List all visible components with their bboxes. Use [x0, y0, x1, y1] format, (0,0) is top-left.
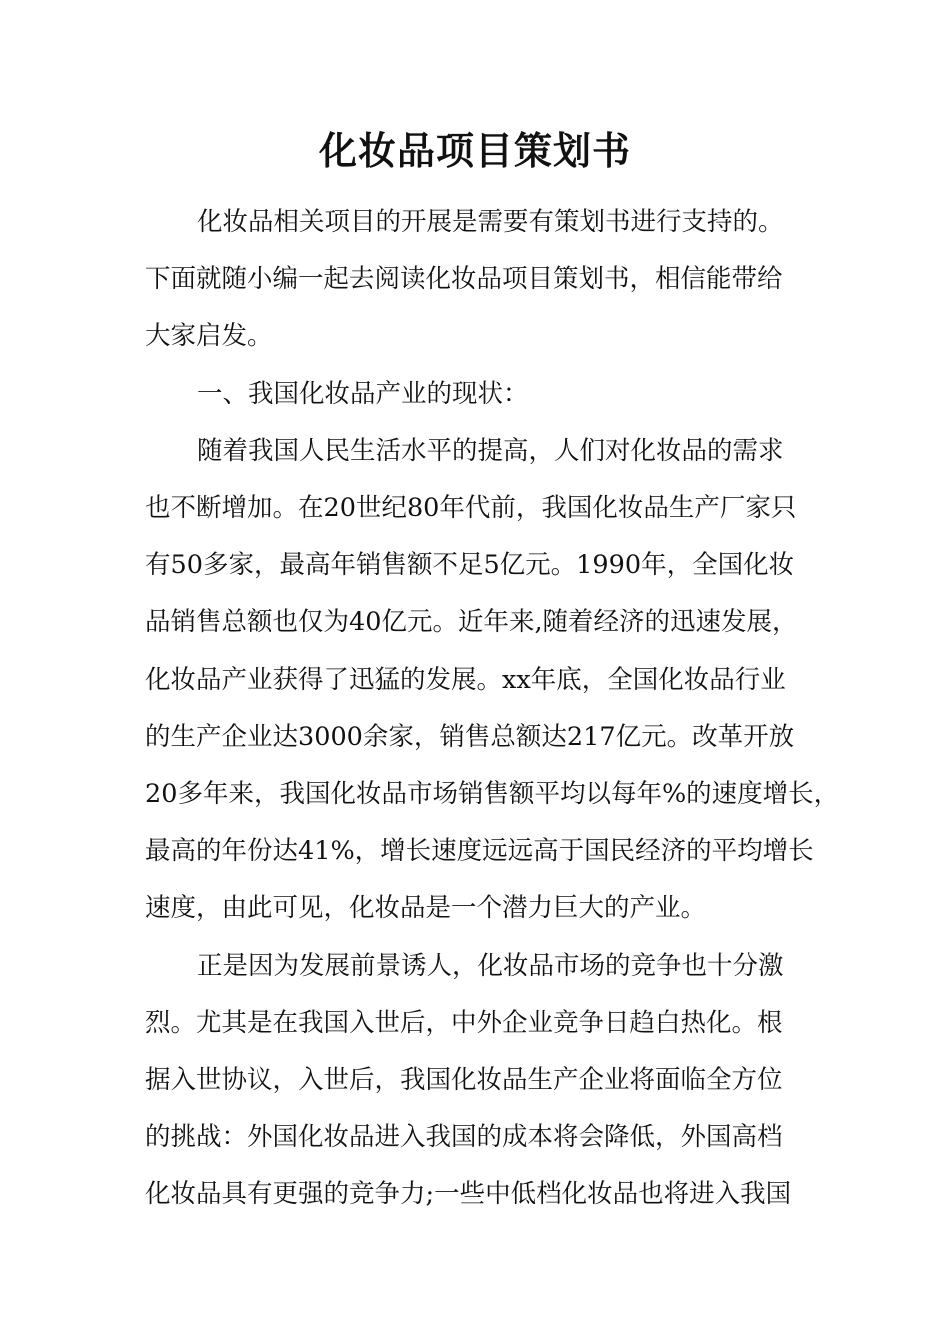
paragraph-line: 据入世协议，入世后，我国化妆品生产企业将面临全方位: [145, 1065, 783, 1095]
paragraph-line: 最高的年份达41%，增长速度远远高于国民经济的平均增长: [145, 836, 814, 866]
paragraph-line: 大家启发。: [145, 321, 273, 351]
section-heading: 一、我国化妆品产业的现状：: [197, 379, 529, 409]
paragraph-line: 正是因为发展前景诱人，化妆品市场的竞争也十分激: [197, 951, 784, 981]
paragraph-line: 20多年来，我国化妆品市场销售额平均以每年%的速度增长，: [145, 779, 840, 809]
paragraph-line: 的挑战：外国化妆品进入我国的成本将会降低，外国高档: [145, 1122, 783, 1152]
paragraph-line: 随着我国人民生活水平的提高，人们对化妆品的需求: [197, 436, 784, 466]
paragraph-line: 烈。尤其是在我国入世后，中外企业竞争日趋白热化。根: [145, 1008, 783, 1038]
paragraph-line: 也不断增加。在20世纪80年代前，我国化妆品生产厂家只: [145, 493, 797, 523]
paragraph-line: 的生产企业达3000余家，销售总额达217亿元。改革开放: [145, 722, 795, 752]
paragraph-line: 化妆品具有更强的竞争力;一些中低档化妆品也将进入我国: [145, 1179, 792, 1209]
paragraph-line: 速度，由此可见，化妆品是一个潜力巨大的产业。: [145, 893, 707, 923]
paragraph-line: 下面就随小编一起去阅读化妆品项目策划书，相信能带给: [145, 264, 783, 294]
paragraph-line: 品销售总额也仅为40亿元。近年来,随着经济的迅速发展，: [145, 607, 798, 637]
paragraph-line: 化妆品产业获得了迅猛的发展。xx年底，全国化妆品行业: [145, 665, 786, 695]
paragraph-line: 有50多家，最高年销售额不足5亿元。1990年，全国化妆: [145, 550, 795, 580]
paragraph-line: 化妆品相关项目的开展是需要有策划书进行支持的。: [197, 207, 784, 237]
document-title: 化妆品项目策划书: [318, 128, 631, 173]
